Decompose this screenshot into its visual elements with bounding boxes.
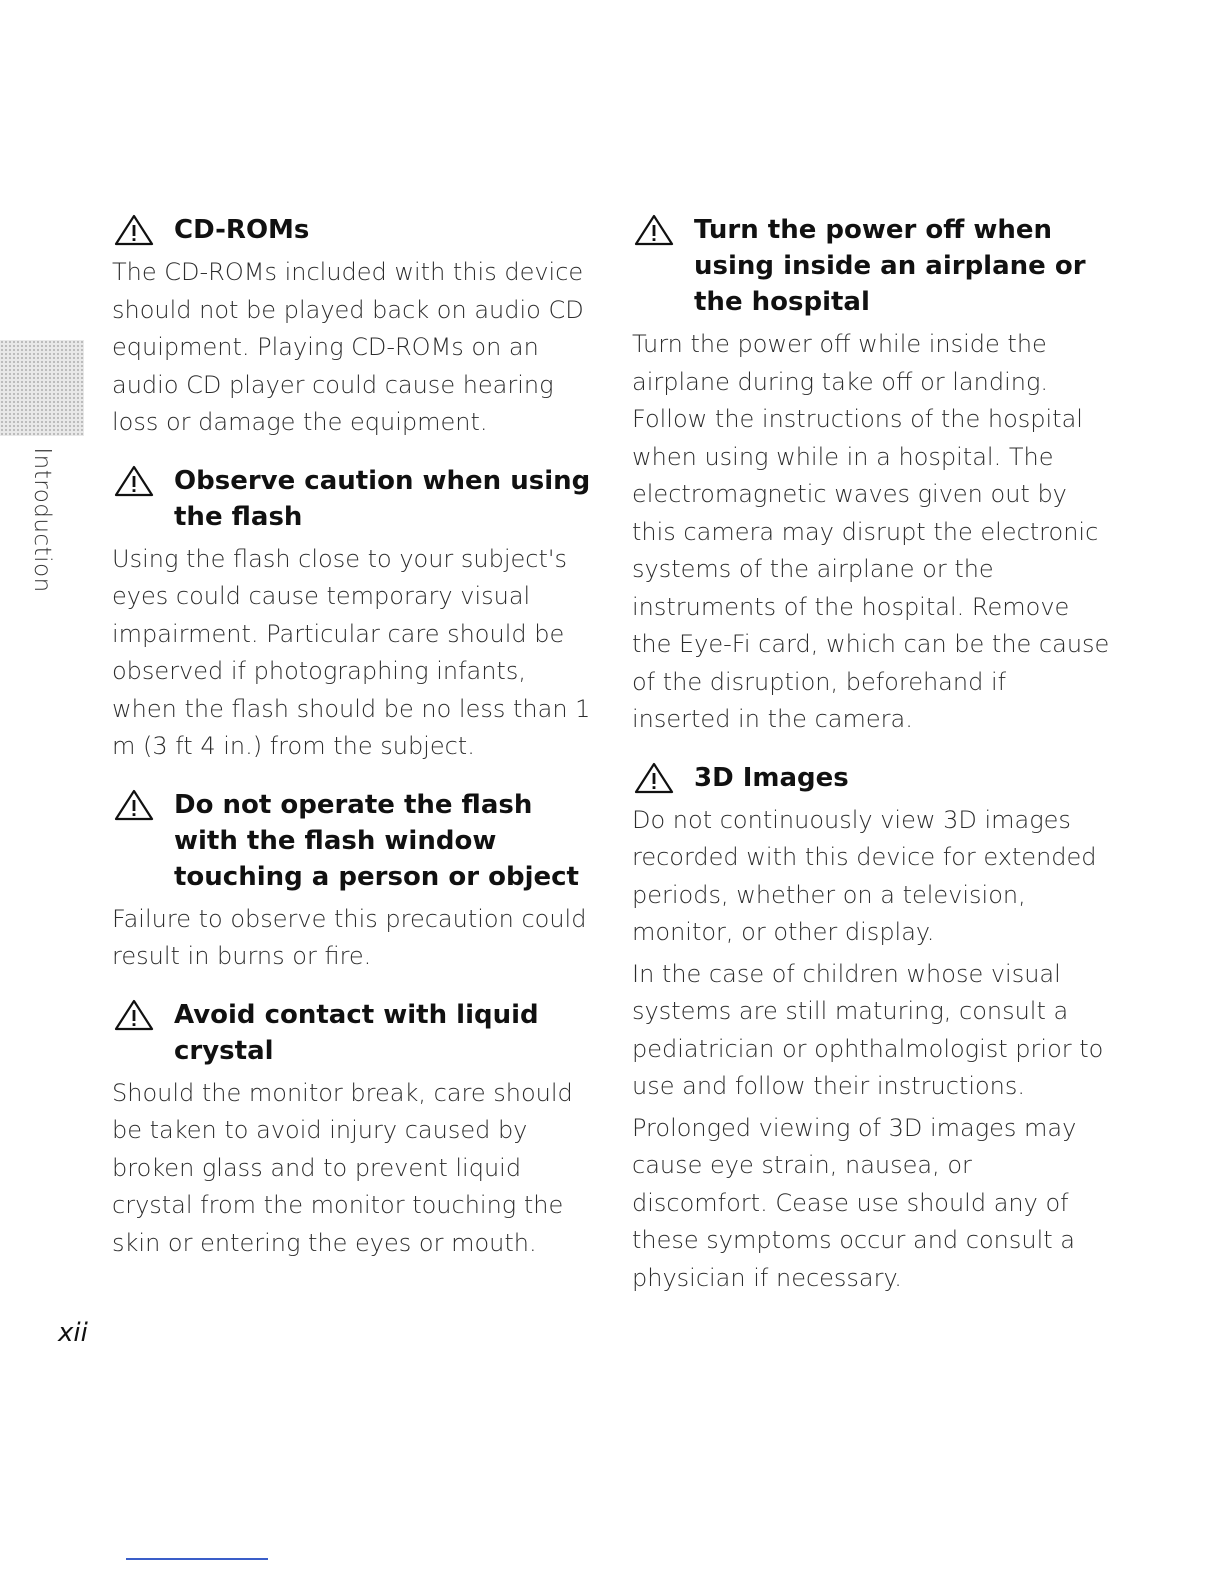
section-paragraph: Prolonged viewing of 3D images may cause eye strain, nausea, or discomfort. Cease use should any of these symptoms occur and consult a physician if necessary. (632, 1113, 1077, 1292)
section-cd-roms (112, 212, 592, 442)
section-heading (632, 760, 1112, 796)
section-3d-images (632, 760, 1112, 1298)
section-heading (112, 212, 592, 248)
left-column (112, 212, 592, 1283)
warning-triangle-icon (114, 999, 154, 1031)
warning-triangle-icon (634, 762, 674, 794)
section-heading-text: Observe caution when using the flash (174, 465, 591, 532)
section-flash-window (112, 787, 592, 976)
section-paragraph: Do not continuously view 3D images recorded with this device for extended periods, whether on a television, monitor, or other display. (632, 805, 1097, 946)
warning-triangle-icon (114, 789, 154, 821)
warning-triangle-icon (634, 214, 674, 246)
section-tab-label: Introduction (29, 447, 55, 593)
warning-triangle-icon (114, 214, 154, 246)
page-number: xii (58, 1318, 88, 1348)
section-paragraph: Should the monitor break, care should be taken to avoid injury caused by broken glass and to prevent liquid crystal from the monitor touching the skin or entering the eyes or mouth. (112, 1078, 573, 1257)
section-paragraph: Failure to observe this precaution could result in burns or fire. (112, 904, 587, 970)
section-heading-text: Do not operate the flash with the flash window touching a person or object (174, 789, 579, 892)
section-paragraph: Turn the power off while inside the airplane during take off or landing. Follow the instructions of the hospital when using while in a hospital. The electromagnetic waves given out by this camera may disrupt the electronic systems of the airplane or the instruments of the hospital. Remove the Eye-Fi card, which can be the cause of the disruption, beforehand if inserted in the camera. (632, 330, 1110, 733)
section-liquid-crystal (112, 997, 592, 1263)
section-heading (112, 997, 592, 1069)
section-paragraph: Using the flash close to your subject's eyes could cause temporary visual impairment. Particular care should be observed if photographing infants, when the flash should be no less than 1 m (3 ft 4 in.) from the subject. (112, 544, 591, 760)
section-heading-text: Turn the power off when using inside an airplane or the hospital (694, 215, 1086, 317)
right-column (632, 212, 1112, 1318)
section-paragraph: In the case of children whose visual systems are still maturing, consult a pediatrician or ophthalmologist prior to use and follow their instructions. (632, 959, 1104, 1100)
section-airplane-hospital (632, 212, 1112, 739)
footer-rule (126, 1558, 268, 1560)
warning-triangle-icon (114, 465, 154, 497)
section-heading-text: 3D Images (694, 762, 849, 793)
section-paragraph: The CD-ROMs included with this device should not be played back on audio CD equipment. Playing CD-ROMs on an audio CD player could cause hearing loss or damage the equipment. (112, 258, 584, 436)
section-heading (632, 212, 1112, 320)
section-heading-text: CD-ROMs (174, 215, 310, 245)
section-tab-marker (0, 340, 84, 436)
section-heading (112, 787, 592, 895)
section-flash-caution (112, 463, 592, 766)
section-heading-text: Avoid contact with liquid crystal (174, 999, 539, 1066)
section-heading (112, 463, 592, 535)
